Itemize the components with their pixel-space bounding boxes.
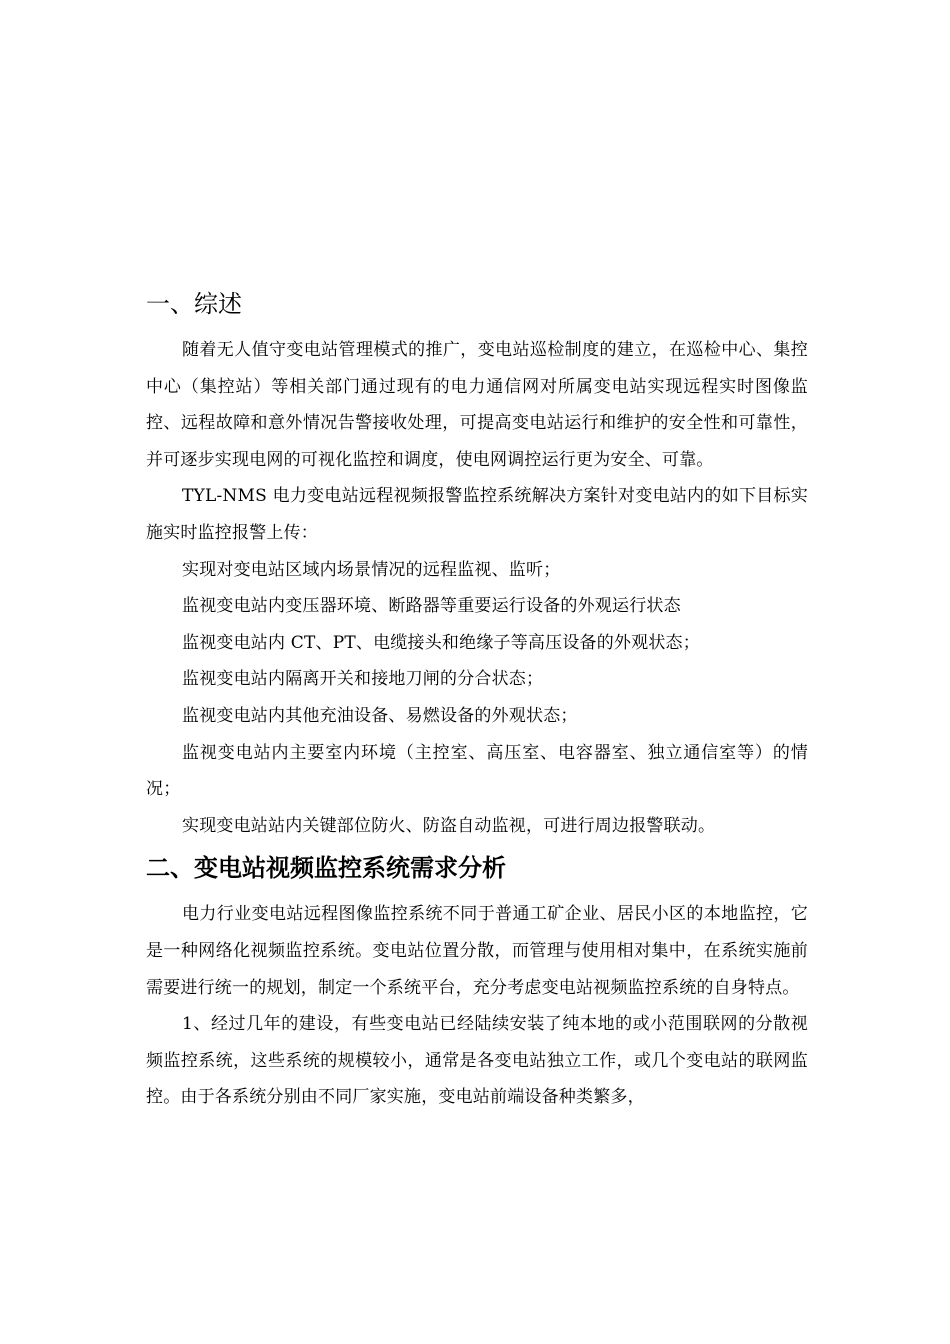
monitoring-item-5: 监视变电站内其他充油设备、易燃设备的外观状态； bbox=[182, 705, 578, 726]
document-body bbox=[146, 284, 808, 1116]
section-1-heading: 一、综述 bbox=[146, 290, 242, 318]
section-2-heading: 二、变电站视频监控系统需求分析 bbox=[146, 853, 506, 883]
monitoring-item-3: 监视变电站内 CT、PT、电缆接头和绝缘子等高压设备的外观状态； bbox=[182, 632, 700, 653]
monitoring-item-4: 监视变电站内隔离开关和接地刀闸的分合状态； bbox=[182, 669, 544, 690]
monitoring-item-7: 实现变电站站内关键部位防火、防盗自动监视，可进行周边报警联动。 bbox=[182, 815, 716, 836]
monitoring-item-2: 监视变电站内变压器环境、断路器等重要运行设备的外观运行状态 bbox=[182, 596, 681, 617]
section-1-paragraph-2: TYL-NMS 电力变电站远程视频报警监控系统解决方案针对变电站内的如下目标实施实时监控报警上传： bbox=[146, 486, 808, 543]
monitoring-item-1: 实现对变电站区域内场景情况的远程监视、监听； bbox=[182, 559, 561, 580]
section-2-paragraph-2: 1、经过几年的建设，有些变电站已经陆续安装了纯本地的或小范围联网的分散视频监控系统，这些系统的规模较小，通常是各变电站独立工作，或几个变电站的联网监控。由于各系统分别由不同厂家实施，变电站前端设备种类繁多， bbox=[146, 1014, 808, 1108]
section-1-paragraph-1: 随着无人值守变电站管理模式的推广，变电站巡检制度的建立，在巡检中心、集控中心（集控站）等相关部门通过现有的电力通信网对所属变电站实现远程实时图像监控、远程故障和意外情况告警接收处理，可提高变电站运行和维护的安全性和可靠性，并可逐步实现电网的可视化监控和调度，使电网调控运行更为安全、可靠。 bbox=[146, 340, 808, 470]
section-2-paragraph-1: 电力行业变电站远程图像监控系统不同于普通工矿企业、居民小区的本地监控，它是一种网络化视频监控系统。变电站位置分散，而管理与使用相对集中，在系统实施前需要进行统一的规划，制定一个系统平台，充分考虑变电站视频监控系统的自身特点。 bbox=[146, 904, 808, 998]
monitoring-item-6: 监视变电站内主要室内环境（主控室、高压室、电容器室、独立通信室等）的情况； bbox=[146, 742, 808, 800]
